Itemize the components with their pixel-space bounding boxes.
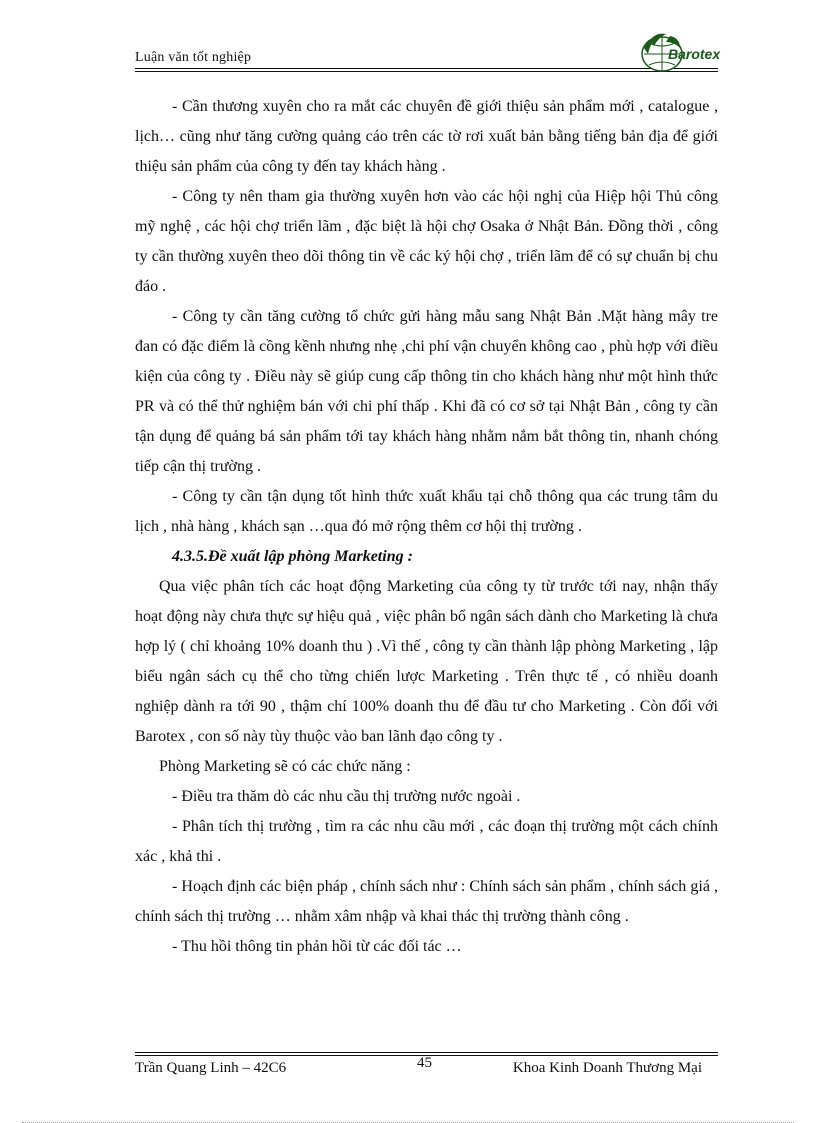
body-paragraph: - Công ty cần tận dụng tốt hình thức xuất khẩu tại chỗ thông qua các trung tâm du lịch , nhà hàng , khách sạn …qua đó mở rộng thêm cơ hội thị trường .: [135, 488, 718, 535]
body-paragraph: - Cần thương xuyên cho ra mắt các chuyên đề giới thiệu sản phẩm mới , catalogue , lịch… cũng như tăng cường quảng cáo trên các tờ rơi xuất bản bằng tiếng bản địa để giới thiệu sản phẩm của công ty đến tay khách hàng .: [135, 98, 718, 175]
logo-wordmark: Barotex: [668, 46, 720, 62]
page-body: [135, 92, 718, 962]
section-heading: 4.3.5.Đề xuất lập phòng Marketing :: [172, 548, 413, 565]
section-paragraph: Qua việc phân tích các hoạt động Marketing của công ty từ trước tới nay, nhận thấy hoạt động này chưa thực sự hiệu quả , việc phân bổ ngân sách dành cho Marketing là chưa hợp lý ( chỉ khoảng 10% doanh thu ) .Vì thế , công ty cần thành lập phòng Marketing , lập biểu ngân sách cụ thể cho từng chiến lược Marketing . Trên thực tế , có nhiều doanh nghiệp dành ra tới 90 , thậm chí 100% doanh thu để đầu tư cho Marketing . Còn đối với Barotex , con số này tùy thuộc vào ban lãnh đạo công ty .: [135, 578, 718, 745]
function-item: - Thu hồi thông tin phản hồi từ các đối tác …: [172, 938, 462, 955]
barotex-logo: [636, 30, 720, 74]
footer-faculty: Khoa Kinh Doanh Thương Mại: [512, 1060, 702, 1076]
header-rule: [135, 68, 718, 69]
function-item: - Hoạch định các biện pháp , chính sách như : Chính sách sản phẩm , chính sách giá , chính sách thị trường … nhằm xâm nhập và khai thác thị trường thành công .: [135, 878, 718, 925]
footer-author: Trần Quang Linh – 42C6: [135, 1060, 287, 1076]
section-paragraph: Phòng Marketing sẽ có các chức năng :: [159, 758, 411, 775]
body-paragraph: - Công ty cần tăng cường tổ chức gửi hàng mẫu sang Nhật Bản .Mặt hàng mây tre đan có đặc điểm là cồng kềnh nhưng nhẹ ,chi phí vận chuyển không cao , phù hợp với điều kiện của công ty . Điều này sẽ giúp cung cấp thông tin cho khách hàng như một hình thức PR và có thể thử nghiệm bán với chi phí thấp . Khi đã có cơ sở tại Nhật Bản , công ty cần tận dụng để quảng bá sản phẩm tới tay khách hàng nhằm nắm bắt thông tin, nhanh chóng tiếp cận thị trường .: [135, 308, 718, 475]
footer-rule: [135, 1052, 718, 1053]
page-footer: [135, 1056, 718, 1080]
header-title: Luận văn tốt nghiệp: [135, 50, 252, 65]
body-paragraph: - Công ty nên tham gia thường xuyên hơn vào các hội nghị của Hiệp hội Thủ công mỹ nghệ , các hội chợ triển lãm , đặc biệt là hội chợ Osaka ở Nhật Bản. Đồng thời , công ty cần thường xuyên theo dõi thông tin về các ký hội chợ , triển lãm để có sự chuẩn bị chu đáo .: [135, 188, 718, 295]
function-item: - Điều tra thăm dò các nhu cầu thị trường nước ngoài .: [172, 788, 521, 805]
page-number: 45: [417, 1055, 432, 1071]
header-rule-double: [135, 71, 718, 72]
function-item: - Phân tích thị trường , tìm ra các nhu cầu mới , các đoạn thị trường một cách chính xác , khả thi .: [135, 818, 718, 865]
